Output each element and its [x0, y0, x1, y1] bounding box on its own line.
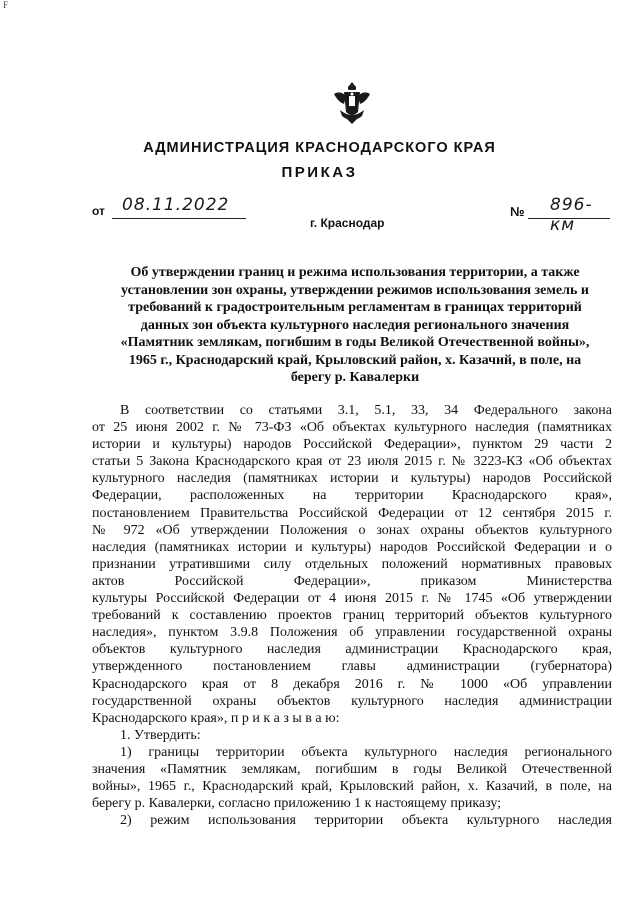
city-name: г. Краснодар	[310, 216, 385, 230]
body-line: 2) режим использования территории объекта культурного наследия	[120, 813, 612, 829]
date-handwritten: 08.11.2022	[122, 195, 230, 215]
requisites-row	[0, 195, 639, 235]
title-line: требований к градостроительным регламентам в границах территорий	[128, 300, 582, 315]
body-line: культурного наследия (памятниках истории и культуры) народов Российской	[92, 471, 612, 487]
document-type: ПРИКАЗ	[281, 164, 358, 181]
body-line: берегу р. Кавалерки, согласно приложению 1 к настоящему приказу;	[92, 796, 502, 812]
body-line: № 972 «Об утверждении Положения о зонах охраны объектов культурного	[92, 522, 612, 538]
title-line: 1965 г., Краснодарский край, Крыловский район, х. Казачий, в поле, на	[128, 352, 582, 368]
body-line: войны», 1965 г., Краснодарский край, Крыловский район, х. Казачий, в поле, на	[92, 779, 612, 795]
body-line: наследия», пунктом 3.9.8 Положения об управлении государственной охраны	[92, 625, 612, 641]
title-line: данных зон объекта культурного наследия регионального значения	[140, 317, 570, 333]
body-line: требований к составлению проектов границ территорий объектов культурного	[92, 608, 612, 624]
body-line: значения «Памятник землякам, погибшим в годы Великой Отечественной	[92, 761, 612, 777]
date-label: от	[92, 204, 105, 218]
body-line: Краснодарского края от 8 декабря 2016 г. № 1000 «Об управлении	[92, 676, 612, 692]
body-line: истории и культуры) народов Российской Федерации», пунктом 29 части 2	[92, 437, 612, 453]
title-line: берегу р. Кавалерки	[290, 370, 420, 385]
document-body	[92, 402, 612, 829]
body-line: Федерации, расположенных на территории Краснодарского края»,	[92, 488, 612, 504]
title-line: «Памятник землякам, погибшим в годы Великой Отечественной войны»,	[120, 335, 590, 350]
number-label: №	[510, 204, 525, 219]
body-line: 1) границы территории объекта культурного наследия регионального	[120, 744, 612, 760]
body-line: признании утратившими силу отдельных положений нормативных правовых	[92, 556, 612, 572]
body-line: культуры Российской Федерации от 4 июня 2015 г. № 1745 «Об утверждении	[92, 591, 612, 607]
body-line: от 25 июня 2002 г. № 73-ФЗ «Об объектах культурного наследия (памятниках	[92, 420, 612, 436]
krasnodar-coat-of-arms-icon	[330, 80, 374, 126]
body-line: Краснодарского края», п р и к а з ы в а ю:	[92, 710, 340, 726]
date-field	[112, 195, 246, 219]
body-line: постановлением Правительства Российской Федерации от 12 сентября 2015 г.	[92, 505, 612, 521]
body-line: 1. Утвердить:	[120, 727, 201, 743]
body-line: объектов культурного наследия администрации Краснодарского края,	[92, 642, 612, 658]
body-line: статьи 5 Закона Краснодарского края от 23 июля 2015 г. № 3223-КЗ «Об объектах	[92, 454, 612, 470]
body-line: актов Российской Федерации», приказом Министерства	[92, 573, 612, 589]
corner-mark: F	[3, 0, 9, 10]
title-line: установлении зон охраны, утверждении режимов использования земель и	[121, 282, 589, 298]
body-line: наследия (памятниках истории и культуры) народов Российской Федерации и о	[92, 539, 612, 555]
document-title	[92, 264, 618, 387]
number-handwritten: 896-км	[550, 195, 593, 235]
body-line: В соответствии со статьями 3.1, 5.1, 33, 34 Федерального закона	[120, 403, 612, 418]
organization-title: АДМИНИСТРАЦИЯ КРАСНОДАРСКОГО КРАЯ	[143, 140, 496, 156]
body-line: государственной охраны объектов культурного наследия администрации	[92, 693, 612, 709]
number-field	[528, 195, 610, 235]
title-line: Об утверждении границ и режима использования территории, а также	[130, 265, 580, 280]
body-line: утвержденного постановлением главы администрации (губернатора)	[92, 659, 612, 675]
